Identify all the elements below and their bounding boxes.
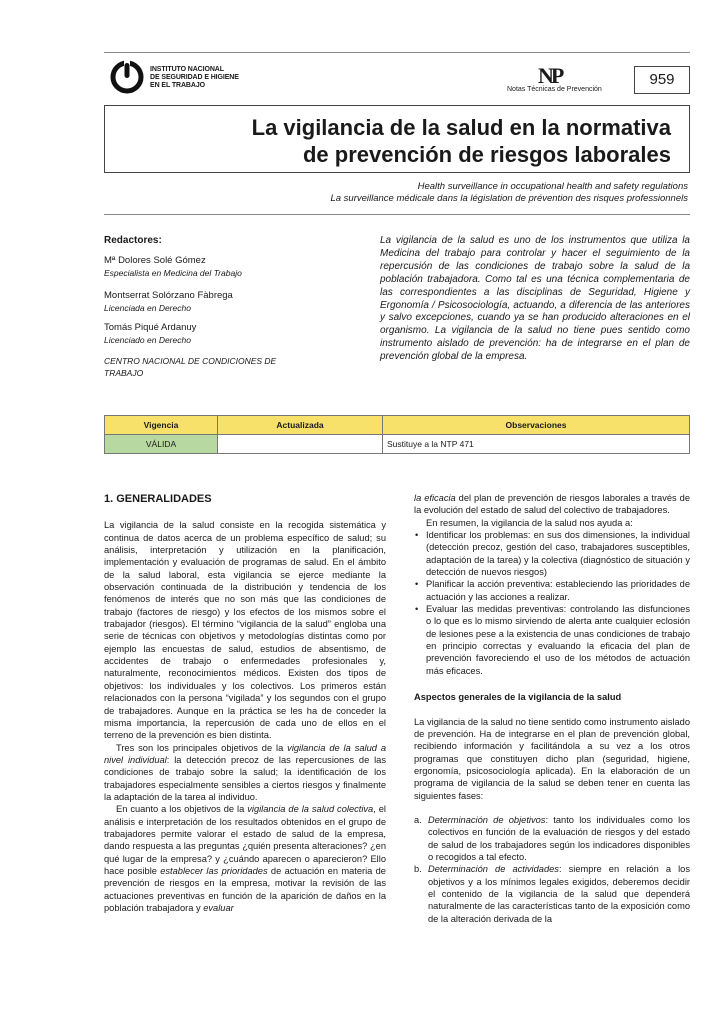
paragraph — [414, 492, 690, 517]
text-run: del plan de prevención de riesgos laborales a través de la evolución del estado de salud del colectivo de trabajadores. — [414, 493, 690, 516]
author-name: Mª Dolores Solé Gómez — [104, 255, 206, 266]
text-run: En cuanto a los objetivos de la — [116, 804, 248, 815]
paragraph: La vigilancia de la salud consiste en la recogida sistemática y continua de datos acerca de un problema específico de salud; su análisis, interpretación y utilización en la planificación, implementación y evaluación de programas de salud. En el ámbito de la salud laboral, esta vigilancia se ejerce mediante la observación continuada de la distribución y tendencia de los fenómenos de interés que no son más que las condiciones de trabajo (factores de riesgo) y los efectos de los mismos sobre el trabajador (riesgos). El término “vigilancia de la salud” engloba una serie de técnicas con objetivos y metodologías distintas como por ejemplo las encuestas de salud, estudios de absentismo, de accidentes de trabajo o enfermedades profesionales y, naturalmente, reconocimientos médicos. Existen dos tipos de objetivos: los individuales y los colectivos. Los primeros están relacionados con la persona “vigilada” y los segundos con el grupo de trabajadores. Aunque en la práctica se les ha de conceder la misma importancia, la repercusión de cada uno de ellos en el terreno de la prevención es bien distinta. — [104, 520, 386, 741]
author-role: Licenciado en Derecho — [104, 335, 191, 345]
status-table — [104, 415, 690, 454]
list-item — [414, 814, 690, 863]
cell-vigencia: VÁLIDA — [105, 435, 218, 454]
text-emphasis: Determinación de objetivos — [428, 814, 546, 825]
text-emphasis: la eficacia — [414, 493, 456, 503]
ntp-number: 959 — [634, 66, 690, 94]
author-role: Licenciada en Derecho — [104, 303, 191, 313]
author-role: Especialista en Medicina del Trabajo — [104, 268, 242, 278]
list-item: • Identificar los problemas: en sus dos dimensiones, la individual (detección precoz, gestión del caso, trabajadores susceptibles, adaptación de la tarea) y la colectiva (diagnóstico de situación y detección de nuevos riesgos) — [426, 529, 690, 578]
status-table-header — [105, 416, 690, 435]
institute-name — [150, 66, 239, 90]
text-run: , el análisis e interpretación de los resultados obtenidos en el grupo de trabajadores permite valorar el estado de salud de la empresa, dando respuesta a las preguntas ¿quién presenta alteraciones? ¿en qué lugar de la empresa? y ¿cuándo aparecen o aparecieron? Ello hace posible — [104, 804, 386, 876]
text-run: : la detección precoz de las repercusiones de las condiciones de trabajo sobre la salud; la identificación de los trabajadores especialmente sensibles a ciertos riesgos y finalmente la adaptación de la tarea al individuo. — [104, 754, 386, 802]
author-name: Montserrat Solórzano Fàbrega — [104, 290, 233, 301]
text-emphasis: Determinación de actividades — [428, 864, 559, 875]
list-marker: a. — [414, 814, 422, 825]
subtitle-english: Health surveillance in occupational health and safety regulations — [417, 181, 688, 192]
list-item: • Evaluar las medidas preventivas: controlando las disfunciones o lo que es lo mismo sirviendo de alerta ante cualquier eclosión de lesiones pese a la existencia de unas condiciones de trabajo en principio correctas y evaluando la eficacia del plan de prevención favoreciendo el uso de los métodos de actuación más eficaces. — [426, 603, 690, 677]
text-emphasis: vigilancia de la salud a nivel individual — [104, 742, 387, 765]
body-column-left — [104, 493, 386, 914]
paragraph — [104, 803, 386, 914]
text-emphasis: establecer las prioridades — [160, 865, 268, 876]
abstract: La vigilancia de la salud es uno de los instrumentos que utiliza la Medicina del trabajo para controlar y hacer el seguimiento de la repercusión de las condiciones de trabajo sobre la salud de la población trabajadora. Como tal es una técnica complementaria de las correspondientes a las disciplinas de Seguridad, Higiene y Ergonomía / Psicosociología, actuando, a diferencia de las anteriores y salvo excepciones, cuando ya se han producido alteraciones en el organismo. La vigilancia de la salud no tiene pues sentido como instrumento aislado de prevención: ha de integrarse en el plan de prevención global de la empresa. — [380, 235, 690, 363]
header-rule — [104, 214, 690, 215]
text-emphasis: vigilancia de la salud colectiva — [247, 804, 374, 815]
body-column-right — [414, 492, 690, 925]
institute-line: DE SEGURIDAD E HIGIENE — [150, 74, 239, 81]
header-vigencia: Vigencia — [105, 416, 218, 435]
title-box — [104, 105, 690, 173]
author-center: CENTRO NACIONAL DE CONDICIONES DE TRABAJO — [104, 356, 277, 378]
text-run: : tanto los individuales como los colectivos en función de la evaluación de riesgos y del estado de salud de los trabajadores según los indicadores disponibles o recogidos a tal efecto. — [428, 814, 690, 862]
top-rule — [104, 52, 690, 53]
text-run: de actuación en materia de prevención de riesgos en la empresa, motivar la revisión de las actuaciones preventivas en función de la aparición de daños en la población trabajadora y — [104, 865, 386, 913]
cell-actualizada — [218, 435, 383, 454]
authors-heading: Redactores: — [104, 235, 162, 246]
institute-line: EN EL TRABAJO — [150, 82, 205, 89]
np-subtitle: Notas Técnicas de Prevención — [507, 86, 602, 93]
subtitle-french: La surveillance médicale dans la législation de prévention des risques professionnels — [330, 193, 688, 204]
list-marker: b. — [414, 864, 422, 875]
phase-list — [414, 814, 690, 925]
status-table-row — [105, 435, 690, 454]
title-line: de prevención de riesgos laborales — [302, 142, 671, 167]
text-run: : siempre en relación a los objetivos y a los mínimos legales exigidos, deberemos decidir el contenido de la vigilancia de la salud que dependerá naturalmente de las características tanto de la exposición como de la alteración derivada de la — [428, 864, 691, 924]
paragraph — [104, 742, 386, 804]
title-line: La vigilancia de la salud en la normativa — [251, 115, 671, 140]
list-item — [414, 863, 691, 925]
cell-observaciones: Sustituye a la NTP 471 — [383, 435, 690, 454]
section-1-title: 1. GENERALIDADES — [104, 493, 212, 505]
header-observaciones: Observaciones — [383, 416, 690, 435]
paragraph: La vigilancia de la salud no tiene sentido como instrumento aislado de prevención. Ha de integrarse en el plan de prevención global, recibiendo información y facilitándola a su vez a los otros programas que constituyen dicho plan (seguridad, higiene, ergonomía, psicosociología aplicada). En la elaboración de un programa de vigilancia de la salud se deben tener en cuenta las siguientes fases: — [414, 716, 690, 801]
bullet-list — [414, 529, 690, 677]
text-run: Tres son los principales objetivos de la — [116, 742, 288, 753]
page-title — [252, 114, 671, 168]
text-emphasis: evaluar — [203, 903, 234, 913]
section-2-title: Aspectos generales de la vigilancia de la salud — [414, 692, 622, 703]
institute-line: INSTITUTO NACIONAL — [150, 66, 224, 73]
paragraph: En resumen, la vigilancia de la salud nos ayuda a: — [426, 517, 633, 528]
list-item: • Planificar la acción preventiva: estableciendo las prioridades de actuación y las acciones a realizar. — [426, 578, 690, 603]
insht-logo-icon — [108, 60, 146, 94]
author-name: Tomás Piqué Ardanuy — [104, 322, 197, 333]
header-actualizada: Actualizada — [218, 416, 383, 435]
np-logo: NP — [538, 63, 562, 88]
